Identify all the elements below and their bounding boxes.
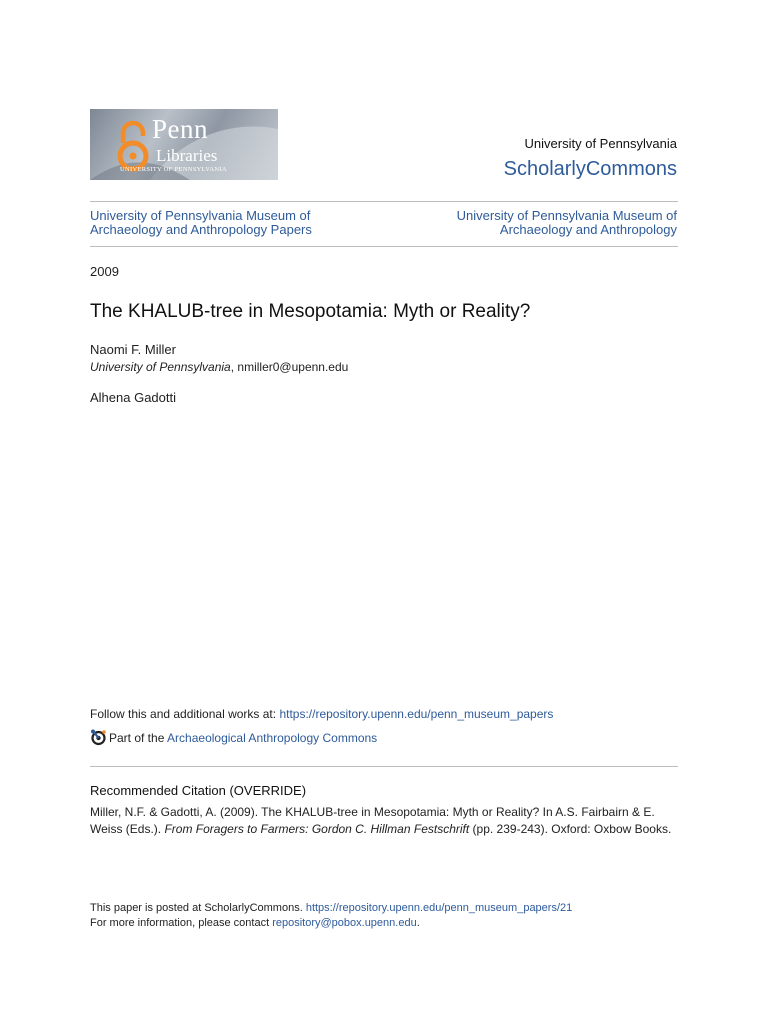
publication-year: 2009 [90, 264, 119, 279]
follow-line [90, 707, 553, 721]
citation-part-2: (pp. 239-243). Oxford: Oxbow Books. [469, 822, 672, 836]
logo-word-libraries: Libraries [156, 146, 218, 165]
author-name-2: Alhena Gadotti [90, 390, 177, 405]
series-link-museum-line2: Archaeology and Anthropology [499, 222, 677, 237]
author-affiliation [90, 360, 348, 374]
series-link-museum-line1: University of Pennsylvania Museum of [456, 208, 677, 223]
part-of-text: Part of the [109, 731, 168, 745]
paper-url-link[interactable]: https://repository.upenn.edu/penn_museum_papers/21 [305, 902, 573, 914]
series-link-papers-line2: Archaeology and Anthropology Papers [90, 222, 312, 237]
logo-subline: UNIVERSITY OF PENNSYLVANIA [120, 166, 227, 173]
paper-title: The KHALUB-tree in Mesopotamia: Myth or Reality? [90, 301, 531, 322]
part-of-line [90, 729, 377, 746]
breadcrumb-divider [90, 246, 678, 247]
penn-libraries-logo[interactable] [90, 109, 278, 180]
author-institution: University of Pennsylvania [90, 360, 231, 374]
commons-link[interactable]: Archaeological Anthropology Commons [167, 731, 378, 745]
follow-url-link[interactable]: https://repository.upenn.edu/penn_museum_papers [279, 707, 554, 721]
citation-heading: Recommended Citation (OVERRIDE) [90, 783, 307, 798]
citation-book-title: From Foragers to Farmers: Gordon C. Hillman Festschrift [164, 822, 470, 836]
logo-word-penn: Penn [152, 114, 208, 144]
institution-name: University of Pennsylvania [524, 136, 677, 151]
author-email: , nmiller0@upenn.edu [230, 360, 349, 374]
series-link-papers[interactable] [90, 209, 370, 237]
header-divider [90, 201, 678, 202]
footer-contact-end: . [416, 917, 420, 929]
author-name-1: Naomi F. Miller [90, 342, 176, 357]
contact-email-link[interactable]: repository@pobox.upenn.edu [272, 917, 417, 929]
follow-text: Follow this and additional works at: [90, 707, 280, 721]
citation-divider [90, 766, 678, 767]
network-commons-icon [90, 729, 107, 746]
citation-text [90, 804, 678, 838]
series-link-papers-line1: University of Pennsylvania Museum of [90, 208, 311, 223]
citation-part-1: Miller, N.F. & Gadotti, A. (2009). The KHALUB-tree in Mesopotamia: Myth or Reality? In A.S. Fairbairn & E. Weiss (Eds.). [90, 805, 655, 836]
footer-contact-text: For more information, please contact [90, 917, 273, 929]
series-link-museum[interactable] [417, 209, 677, 237]
footer-note [90, 901, 572, 931]
footer-posted-text: This paper is posted at ScholarlyCommons. [90, 902, 306, 914]
scholarlycommons-link[interactable]: ScholarlyCommons [503, 158, 677, 180]
